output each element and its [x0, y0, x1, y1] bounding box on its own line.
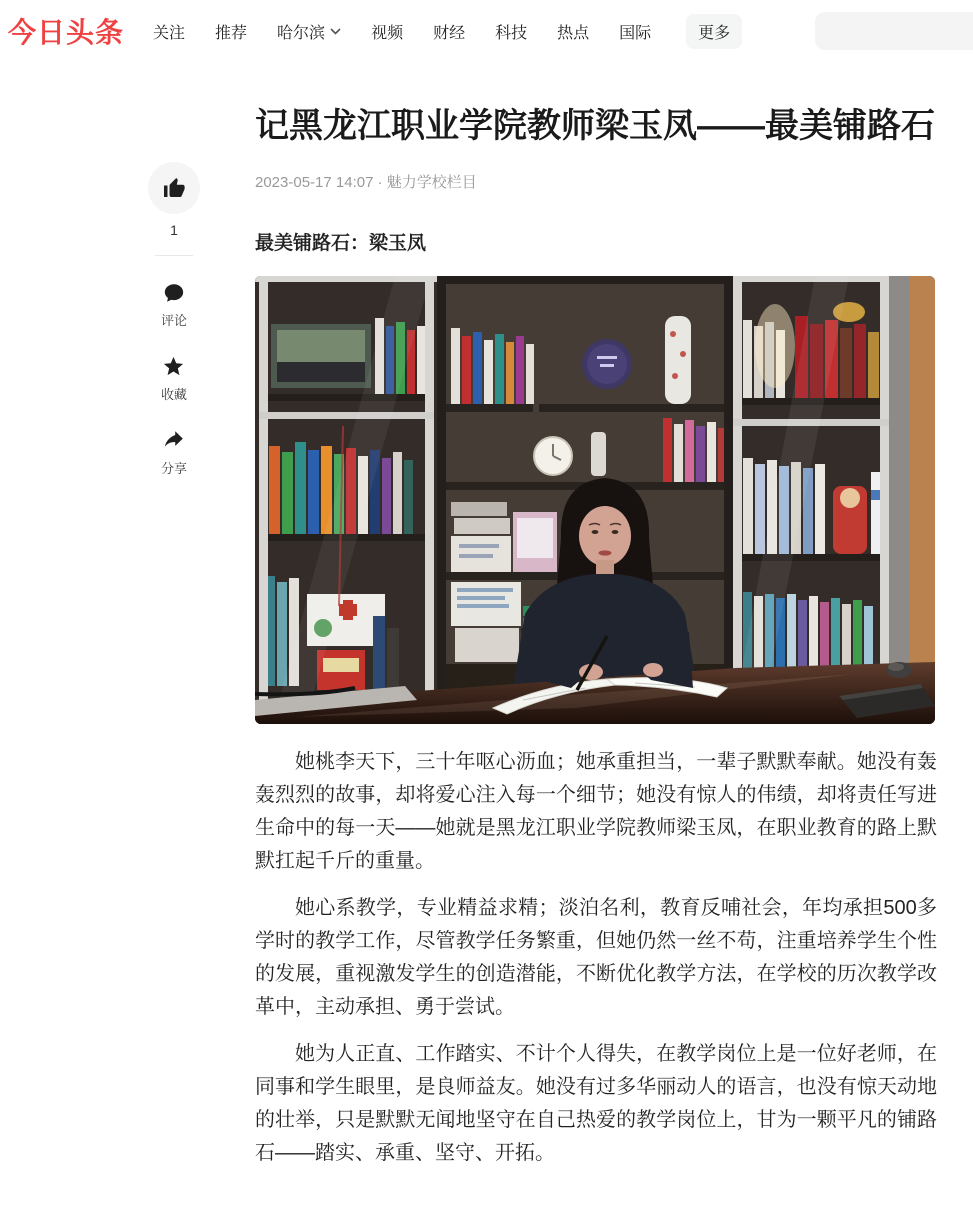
paragraph-2: 她心系教学，专业精益求精；淡泊名利，教育反哺社会，年均承担500多学时的教学工作，尽管教学任务繁重，但她仍然一丝不苟，注重培养学生个性的发展，重视激发学生的创造潜能，不断优化教学方法，在学校的历次教学改革中，主动承担、勇于尝试。 — [255, 897, 937, 1018]
like-button[interactable] — [148, 162, 200, 214]
share-icon — [161, 429, 187, 452]
nav-item-city-label: 哈尔滨 — [277, 24, 326, 42]
thumbs-up-icon — [162, 176, 186, 200]
nav-item-recommend[interactable]: 推荐 — [215, 24, 248, 42]
nav-item-tech[interactable]: 科技 — [495, 24, 528, 42]
chevron-down-icon — [330, 28, 341, 35]
nav-item-more[interactable]: 更多 — [686, 14, 742, 49]
article — [255, 98, 937, 1170]
sidebar-divider — [155, 255, 193, 256]
comment-button[interactable] — [161, 282, 187, 329]
share-label: 分享 — [160, 461, 187, 476]
nav-item-city[interactable] — [274, 15, 344, 48]
paragraph-3: 她为人正直、工作踏实、不计个人得失，在教学岗位上是一位好老师，在同事和学生眼里，是良师益友。她没有过多华丽动人的语言，也没有惊天动地的壮举，只是默默无闻地坚守在自己热爱的教学岗位上，甘为一颗平凡的铺路石——踏实、承重、坚守、开拓。 — [255, 1043, 937, 1164]
article-subtitle: 最美铺路石：梁玉凤 — [255, 233, 427, 254]
nav-item-hot[interactable]: 热点 — [557, 24, 590, 42]
search-input[interactable] — [815, 12, 973, 50]
nav-item-follow[interactable]: 关注 — [153, 24, 186, 42]
nav-item-international[interactable]: 国际 — [619, 24, 652, 42]
favorite-button[interactable] — [161, 355, 187, 403]
article-image[interactable] — [255, 276, 935, 724]
comment-icon — [161, 282, 187, 304]
article-title: 记黑龙江职业学院教师梁玉凤——最美铺路石 — [255, 107, 935, 145]
action-sidebar — [146, 162, 202, 477]
article-meta: 2023-05-17 14:07 · 魅力学校栏目 — [255, 174, 477, 191]
star-icon — [161, 355, 187, 378]
site-logo[interactable]: 今日头条 — [8, 17, 125, 48]
nav-item-finance[interactable]: 财经 — [433, 24, 466, 42]
like-count: 1 — [170, 222, 178, 238]
paragraph-1: 她桃李天下，三十年呕心沥血；她承重担当，一辈子默默奉献。她没有轰轰烈烈的故事，却将爱心注入每一个细节；她没有惊人的伟绩，却将责任写进生命中的每一天——她就是黑龙江职业学院教师梁玉凤，在职业教育的路上默默扛起千斤的重量。 — [255, 751, 937, 872]
teacher-at-desk-photo-graphic — [255, 276, 935, 724]
share-button[interactable] — [161, 429, 187, 477]
nav-item-video[interactable]: 视频 — [371, 24, 404, 42]
favorite-label: 收藏 — [160, 387, 187, 402]
comment-label: 评论 — [160, 313, 187, 328]
nav-items — [150, 14, 766, 49]
top-nav — [0, 0, 973, 62]
